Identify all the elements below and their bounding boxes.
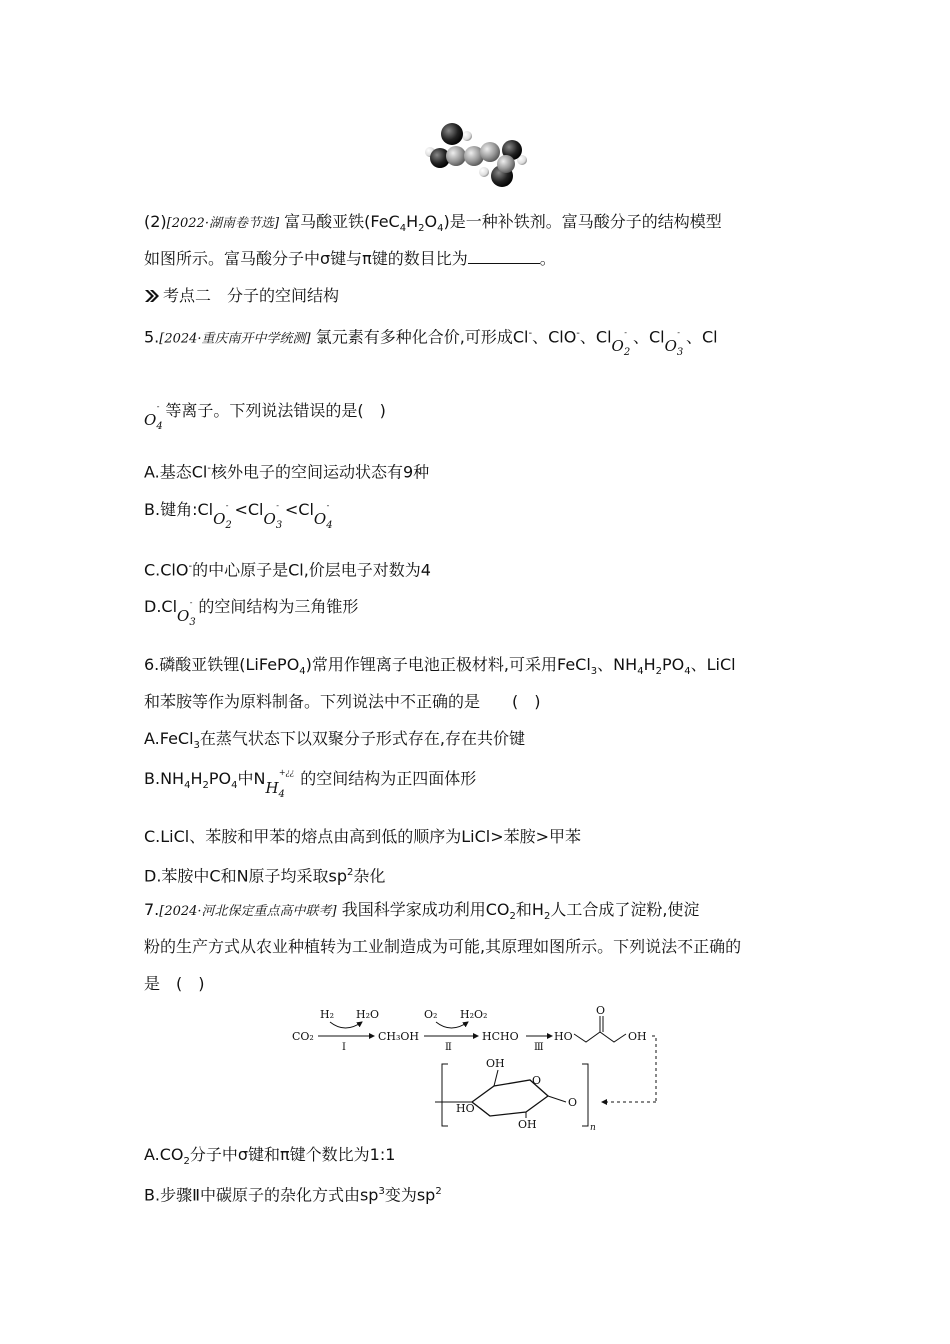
oxyanion-o: $O_3^-$ [664, 328, 684, 359]
q7-text: 我国科学家成功利用CO [341, 900, 510, 919]
q5-text: 、 [632, 327, 649, 347]
subscript: 4 [437, 223, 444, 235]
subscript: 4 [684, 666, 691, 678]
species-label: CO₂ [292, 1030, 314, 1043]
option-text: 变为sp [384, 1185, 436, 1205]
q6-text: 6.磷酸亚铁锂(LiFePO [144, 655, 300, 674]
q4-text: O [424, 212, 438, 231]
q7-text: 是 ( ) [144, 974, 205, 993]
oxyanion-o: $O_3^-$ [177, 598, 196, 628]
q4-line1 [144, 210, 722, 241]
q6-text: )常用作锂离子电池正极材料,可采用FeCl [305, 655, 591, 674]
starch-synthesis-scheme [290, 1004, 670, 1132]
subscript: 4 [637, 666, 644, 678]
double-chevron-icon [144, 286, 160, 310]
q6-text: 、LiCl [690, 655, 736, 674]
subscript: 2 [183, 1156, 190, 1168]
q7-text: 和H [515, 900, 544, 919]
question-source: [2022·湖南卷节选] [166, 216, 280, 231]
q4-text: )是一种补铁剂。富马酸分子的结构模型 [443, 212, 722, 231]
atom-label: O [596, 1004, 606, 1017]
q5-text: 、 [579, 327, 596, 347]
q6-option-d[interactable] [144, 861, 385, 888]
option-text: PO [208, 769, 232, 788]
option-text: 在蒸气状态下以双聚分子形式存在,存在共价键 [199, 729, 526, 748]
option-text: 的中心原子是Cl,价层电子对数为4 [192, 560, 431, 580]
q6-text: 和苯胺等作为原料制备。下列说法中不正确的是 ( ) [144, 692, 541, 711]
option-text: C.LiCl、苯胺和甲苯的熔点由高到低的顺序为LiCl>苯胺>甲苯 [144, 827, 582, 846]
oxyanion-o: $O_4^-$ [144, 402, 163, 432]
subscript: 4 [184, 780, 191, 792]
option-text: A.FeCl [144, 729, 194, 748]
question-source: [2024·重庆南开中学统测] [159, 331, 311, 347]
option-text: 的空间结构为三角锥形 [198, 597, 359, 616]
q5-option-a[interactable] [144, 457, 429, 484]
option-text: A.基态Cl [144, 462, 208, 482]
q6-text: PO [661, 655, 685, 674]
species-label: CH₃OH [378, 1030, 420, 1043]
q5-stem-line2 [144, 396, 386, 430]
step-label: Ⅱ [445, 1042, 452, 1053]
q7-option-a[interactable] [144, 1143, 395, 1174]
q6-option-c[interactable] [144, 825, 581, 849]
q7-stem-line1 [144, 898, 699, 929]
superscript: 2 [435, 1186, 442, 1197]
option-text: H [190, 769, 203, 788]
superscript: - [207, 463, 211, 474]
reagent-label: O₂ [424, 1008, 438, 1021]
option-text: B.NH [144, 769, 185, 788]
subscript: 4 [399, 223, 407, 235]
oxyanion-o: $O_2^-$ [213, 501, 232, 531]
atom-label: OH [486, 1057, 505, 1070]
option-text: 中N [237, 769, 266, 788]
q5-text: Cl [701, 327, 718, 347]
q7-text: 粉的生产方式从农业种植转为工业制造成为可能,其原理如图所示。下列说法不正确的 [144, 937, 742, 956]
option-text: B.键角:Cl [144, 500, 214, 519]
q4-text: 。 [539, 249, 556, 268]
option-text: C.ClO [144, 560, 189, 580]
q5-text: ClO [548, 327, 577, 347]
subscript: 2 [655, 666, 662, 678]
q6-option-b[interactable] [144, 764, 476, 798]
q5-option-c[interactable] [144, 555, 431, 582]
q7-stem-line3 [144, 972, 205, 996]
q5-stem-line1 [144, 322, 718, 359]
q7-option-b[interactable] [144, 1180, 442, 1207]
question-source: [2024·河北保定重点高中联考] [159, 904, 337, 919]
step-label: Ⅰ [342, 1042, 346, 1053]
q5-text: Cl [648, 327, 665, 347]
superscript: 2 [347, 867, 354, 878]
subscript: 2 [202, 780, 209, 792]
q5-text: 等离子。下列说法错误的是( ) [165, 401, 386, 420]
option-text: D.苯胺中C和N原子均采取sp [144, 866, 348, 886]
subscript: 2 [543, 911, 551, 923]
superscript: - [576, 328, 580, 339]
superscript: 3 [378, 1186, 385, 1197]
answer-blank[interactable] [468, 249, 540, 264]
q4-text: 富马酸亚铁(FeC [284, 212, 400, 231]
section-title: 考点二 分子的空间结构 [163, 286, 340, 305]
fumaric-acid-model [418, 120, 532, 192]
subscript: 4 [299, 666, 306, 678]
superscript: - [188, 561, 193, 572]
option-text: 分子中σ键和π键个数比为1:1 [189, 1145, 396, 1164]
oxyanion-o: $O_4^-$ [313, 501, 333, 531]
option-text: 杂化 [353, 866, 386, 886]
q5-text: 氯元素有多种化合价,可形成Cl [315, 327, 529, 347]
species-label: OH [628, 1030, 647, 1043]
atom-label: OH [518, 1118, 537, 1131]
option-text: < [284, 500, 299, 519]
option-text: 核外电子的空间运动状态有9种 [210, 462, 430, 482]
question-number: 5. [144, 327, 160, 347]
q4-line2 [144, 247, 556, 271]
option-text: A.CO [144, 1145, 184, 1164]
option-text: Cl [247, 500, 264, 519]
q7-text: 人工合成了淀粉,使淀 [550, 900, 700, 919]
option-text: D.Cl [144, 597, 178, 616]
q5-option-d[interactable] [144, 592, 358, 626]
atom-label: HO [456, 1102, 475, 1115]
option-text: < [234, 500, 248, 519]
q6-stem-line2 [144, 690, 541, 714]
atom-label: O [568, 1096, 578, 1109]
question-number: 7. [144, 900, 160, 919]
step-label: Ⅲ [534, 1042, 544, 1053]
q4-text: H [406, 212, 419, 231]
subscript: 3 [193, 740, 200, 752]
q7-stem-line2 [144, 935, 741, 959]
oxyanion-o: $O_3^-$ [263, 501, 283, 531]
atom-label: O [532, 1074, 542, 1087]
species-label: HO [554, 1030, 573, 1043]
q5-option-b[interactable] [144, 495, 335, 529]
q6-text: 、NH [597, 655, 638, 674]
q5-text: 、 [532, 327, 549, 347]
option-text: Cl [298, 500, 314, 519]
q5-text: 、 [685, 327, 702, 347]
repeat-n: n [590, 1123, 596, 1132]
part-label: (2) [144, 212, 167, 231]
species-label: HCHO [482, 1030, 519, 1043]
reagent-label: H₂ [320, 1008, 335, 1021]
subscript: 3 [590, 666, 598, 678]
superscript: - [528, 328, 533, 339]
q6-option-a[interactable] [144, 727, 525, 758]
q4-text: 如图所示。富马酸分子中σ键与π键的数目比为 [144, 249, 468, 268]
ammonium-h: $H_4^{+¿¿}$ [265, 768, 295, 800]
subscript: 2 [418, 223, 425, 235]
reagent-label: H₂O₂ [460, 1008, 488, 1021]
subscript: 4 [231, 780, 238, 792]
oxyanion-o: $O_2^-$ [611, 328, 631, 359]
q6-stem-line1 [144, 653, 736, 684]
reagent-label: H₂O [356, 1008, 380, 1021]
option-text: 的空间结构为正四面体形 [300, 769, 477, 788]
section-heading [144, 284, 339, 310]
q5-text: Cl [595, 327, 612, 347]
option-text: B.步骤Ⅱ中碳原子的杂化方式由sp [144, 1185, 379, 1205]
q6-text: H [643, 655, 656, 674]
subscript: 2 [509, 911, 516, 923]
